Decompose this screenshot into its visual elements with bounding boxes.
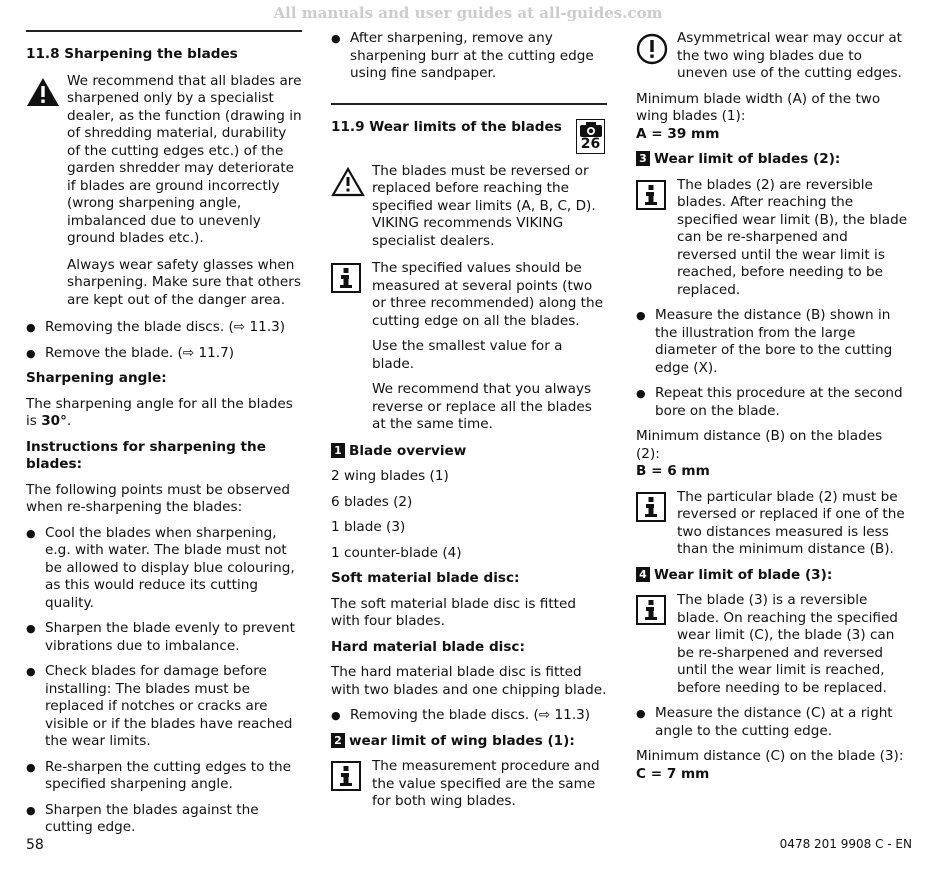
document-code: 0478 201 9908 C - EN: [779, 837, 912, 851]
subheading-blade-overview: 1 Blade overview: [331, 443, 607, 461]
subheading-blades-2: 3 Wear limit of blades (2):: [636, 151, 908, 169]
section-number-badge: 4: [636, 567, 650, 582]
info-text: The measurement procedure and the value specified are the same for both wing blades.: [372, 758, 600, 809]
warning-text: The blades must be reversed or replaced before reaching the specified wear limits (A, B, C, D). VIKING recommends VIKING specialist dealers.: [372, 162, 596, 249]
warning-text-2: Always wear safety glasses when sharpening. Make sure that others are kept out of the danger area.: [67, 256, 301, 308]
list-item: ● Measure the distance (C) at a right angle to the cutting edge.: [636, 705, 908, 740]
info-text: The specified values should be measured at several points (two or three recommended) along the cutting edge on all the blades.: [372, 260, 603, 329]
list-item: ● Remove the blade. (⇨ 11.7): [26, 345, 302, 363]
list-item: ● Sharpen the blades against the cutting edge.: [26, 802, 302, 837]
column-3: [636, 30, 908, 783]
section-rule: [331, 103, 607, 105]
list-item: ● After sharpening, remove any sharpening burr at the cutting edge using fine sandpaper.: [331, 30, 607, 83]
figure-reference-badge: [576, 119, 605, 154]
list-item: ● Removing the blade discs. (⇨ 11.3): [26, 319, 302, 337]
page-number: 58: [26, 837, 44, 853]
info-icon: [331, 263, 361, 293]
section-number-badge: 3: [636, 151, 650, 166]
info-text-3: We recommend that you always reverse or replace all the blades at the same time.: [372, 381, 592, 432]
soft-disc-text: The soft material blade disc is fitted with four blades.: [331, 595, 576, 629]
subheading-soft-disc: Soft material blade disc:: [331, 570, 520, 586]
info-block: [636, 592, 908, 697]
instructions-paragraph: The following points must be observed when re-sharpening the blades:: [26, 481, 291, 515]
section-number-badge: 2: [331, 733, 345, 748]
info-block: [636, 489, 908, 559]
column-1: [26, 30, 302, 845]
list-item: ● Check blades for damage before installing: The blades must be replaced if notches or cracks are visible or if the blades have reached the wear limits.: [26, 663, 302, 751]
caution-text: Asymmetrical wear may occur at the two wing blades due to uneven use of the cutting edges.: [677, 30, 902, 81]
subheading-blade-3: 4 Wear limit of blade (3):: [636, 567, 908, 585]
info-text: The particular blade (2) must be reversed or replaced if one of the two distances measured is less than the minimum distance (B).: [677, 488, 905, 557]
hard-disc-text: The hard material blade disc is fitted with two blades and one chipping blade.: [331, 664, 607, 698]
warning-icon: [26, 77, 60, 107]
list-item: ● Sharpen the blade evenly to prevent vibrations due to imbalance.: [26, 620, 302, 655]
exclamation-icon: [636, 33, 668, 65]
section-heading-11-8: 11.8 Sharpening the blades: [26, 46, 238, 62]
info-icon: [636, 595, 666, 625]
warning-block: [331, 163, 607, 251]
section-rule: [26, 30, 302, 32]
info-icon: [331, 761, 361, 791]
section-heading-11-9: 11.9 Wear limits of the blades: [331, 118, 562, 135]
list-item: ● Removing the blade discs. (⇨ 11.3): [331, 707, 607, 725]
info-block: [331, 758, 607, 811]
list-item: ● Measure the distance (B) shown in the illustration from the large diameter of the bore to the cutting edge (X).: [636, 307, 908, 377]
column-2: [331, 30, 607, 811]
list-item: ● Repeat this procedure at the second bore on the blade.: [636, 385, 908, 420]
overview-item: 1 blade (3): [331, 519, 406, 535]
info-block: [331, 260, 607, 434]
list-item: ● Cool the blades when sharpening, e.g. with water. The blade must not be allowed to display blue colouring, as this would reduce its cutting quality.: [26, 525, 302, 613]
list-item: ● Re-sharpen the cutting edges to the specified sharpening angle.: [26, 759, 302, 794]
section-number-badge: 1: [331, 443, 345, 458]
caution-block: [636, 30, 908, 83]
min-width-value: A = 39 mm: [636, 125, 720, 142]
section-heading-row: [331, 119, 607, 163]
info-text-2: Use the smallest value for a blade.: [372, 338, 563, 372]
info-icon: [636, 492, 666, 522]
min-width-text: Minimum blade width (A) of the two wing blades (1):: [636, 90, 881, 124]
overview-item: 2 wing blades (1): [331, 468, 449, 484]
watermark: All manuals and user guides at all-guides.com: [273, 4, 663, 22]
warning-block: [26, 73, 302, 310]
info-text: The blade (3) is a reversible blade. On reaching the specified wear limit (C), the blade (3) can be re-sharpened and reversed until the wear limit is reached, before needing to be replaced.: [677, 592, 898, 696]
figure-number: 26: [580, 135, 601, 152]
info-text: The blades (2) are reversible blades. After reaching the specified wear limit (B), the blade can be re-sharpened and reversed until the wear limit is reached, before needing to be replaced.: [677, 176, 908, 298]
overview-item: 6 blades (2): [331, 493, 413, 510]
overview-item: 1 counter-blade (4): [331, 544, 462, 561]
info-block: [636, 177, 908, 300]
angle-paragraph: The sharpening angle for all the blades is 30°.: [26, 395, 293, 429]
min-c-text: Minimum distance (C) on the blade (3):: [636, 748, 904, 764]
subheading-hard-disc: Hard material blade disc:: [331, 638, 525, 655]
warning-text: We recommend that all blades are sharpened only by a specialist dealer, as the function (drawing in of shredding material, durability of the cutting edges etc.) of the garden shredder may deteriorate if blades are ground incorrectly (wrong sharpening angle, imbalanced due to unevenly ground blades etc.).: [67, 72, 302, 246]
min-c-value: C = 7 mm: [636, 765, 710, 782]
min-b-value: B = 6 mm: [636, 463, 710, 479]
min-b-text: Minimum distance (B) on the blades (2):: [636, 428, 883, 462]
camera-icon: [578, 121, 604, 138]
subheading-angle: Sharpening angle:: [26, 370, 167, 386]
warning-icon: [331, 167, 365, 197]
info-icon: [636, 180, 666, 210]
subheading-instructions: Instructions for sharpening the blades:: [26, 438, 266, 472]
subheading-wing-blades: 2 wear limit of wing blades (1):: [331, 733, 607, 751]
